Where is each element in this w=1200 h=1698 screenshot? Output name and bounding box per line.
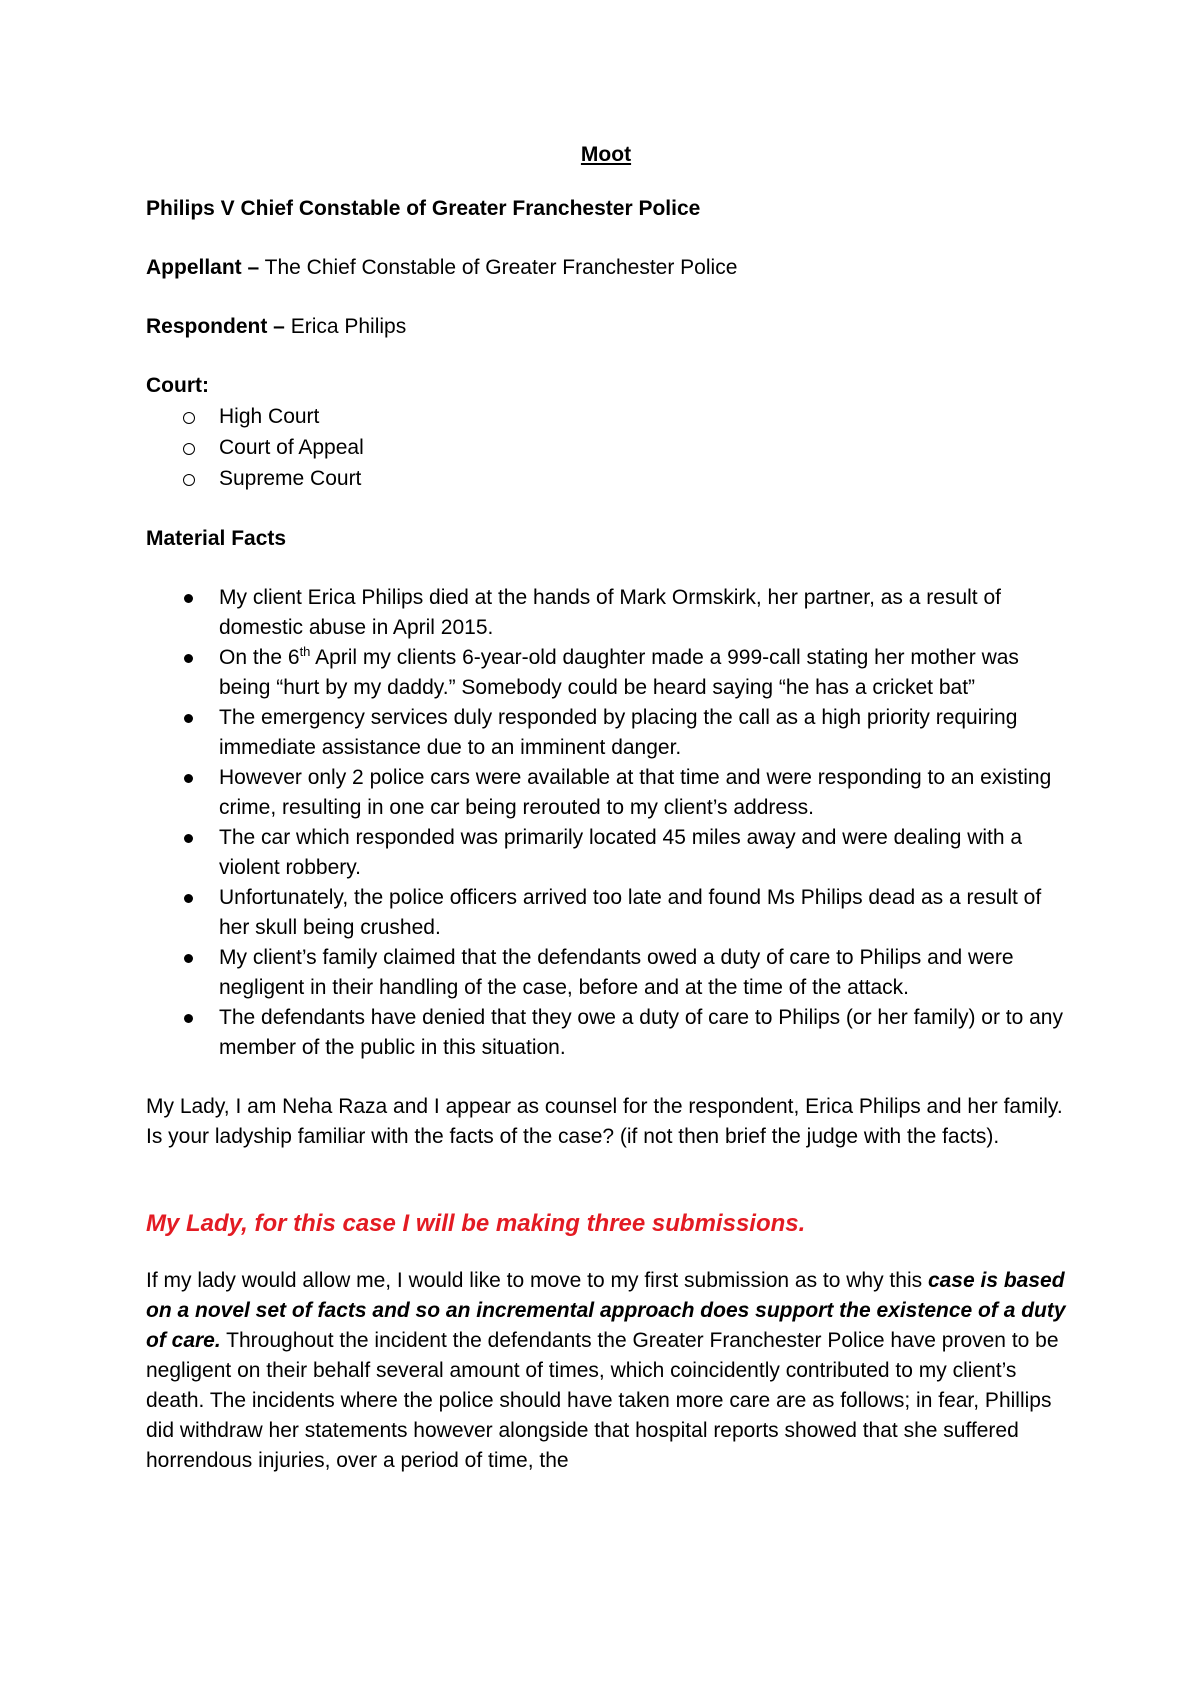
submissions-heading: My Lady, for this case I will be making three submissions. — [146, 1210, 806, 1237]
bullet-icon — [184, 774, 193, 783]
list-item: High Court — [146, 401, 1066, 432]
respondent-line — [146, 312, 1066, 342]
first-submission-paragraph: If my lady would allow me, I would like to move to my first submission as to why this case is based on a novel set of facts and so an incremental approach does support the existence of a duty of care. Throughout the incident the defendants the Greater Franchester Police have proven to be negligent on their behalf several amount of times, which coincidently contributed to my client’s death. The incidents where the police should have taken more care are as follows; in fear, Phillips did withdraw her statements however alongside that hospital reports showed that she suffered horrendous injuries, over a period of time, the — [146, 1269, 1066, 1472]
intro-paragraph: My Lady, I am Neha Raza and I appear as counsel for the respondent, Erica Philips and her family. Is your ladyship familiar with the facts of the case? (if not then brief the judge with the facts). — [146, 1095, 1063, 1148]
list-item: Court of Appeal — [146, 432, 1066, 463]
bullet-icon — [184, 894, 193, 903]
list-item: My client Erica Philips died at the hands of Mark Ormskirk, her partner, as a result of domestic abuse in April 2015. — [146, 583, 1066, 643]
appellant-label: Appellant – — [146, 256, 260, 279]
appellant-value: The Chief Constable of Greater Franchester Police — [259, 256, 738, 279]
bullet-icon — [184, 714, 193, 723]
bullet-icon — [184, 654, 193, 663]
list-item: My client’s family claimed that the defendants owed a duty of care to Philips and were negligent in their handling of the case, before and at the time of the attack. — [146, 943, 1066, 1003]
document-title: Moot — [580, 143, 632, 166]
bullet-icon — [184, 1014, 193, 1023]
respondent-label: Respondent – — [146, 315, 285, 338]
material-facts-list — [146, 583, 1066, 1063]
list-item: On the 6th April my clients 6-year-old daughter made a 999-call stating her mother was being “hurt by my daddy.” Somebody could be heard saying “he has a cricket bat” — [146, 643, 1066, 703]
court-list — [146, 401, 1066, 494]
list-item: The defendants have denied that they owe a duty of care to Philips (or her family) or to any member of the public in this situation. — [146, 1003, 1066, 1063]
bullet-icon — [184, 834, 193, 843]
hollow-bullet-icon — [183, 443, 195, 455]
case-name: Philips V Chief Constable of Greater Franchester Police — [146, 197, 701, 220]
list-item: The car which responded was primarily located 45 miles away and were dealing with a violent robbery. — [146, 823, 1066, 883]
list-item: Supreme Court — [146, 463, 1066, 494]
list-item: Unfortunately, the police officers arrived too late and found Ms Philips dead as a result of her skull being crushed. — [146, 883, 1066, 943]
material-facts-heading: Material Facts — [146, 527, 287, 550]
bullet-icon — [184, 594, 193, 603]
appellant-line — [146, 253, 1066, 283]
document-body — [146, 140, 1066, 1532]
court-label: Court: — [146, 374, 209, 397]
respondent-value: Erica Philips — [284, 315, 407, 338]
hollow-bullet-icon — [183, 474, 195, 486]
submission-emphasis: case is based on a novel set of facts and so an incremental approach does support the existence of a duty of care. — [146, 1269, 1066, 1352]
list-item: However only 2 police cars were available at that time and were responding to an existing crime, resulting in one car being rerouted to my client’s address. — [146, 763, 1066, 823]
bullet-icon — [184, 954, 193, 963]
list-item: The emergency services duly responded by placing the call as a high priority requiring immediate assistance due to an imminent danger. — [146, 703, 1066, 763]
hollow-bullet-icon — [183, 412, 195, 424]
